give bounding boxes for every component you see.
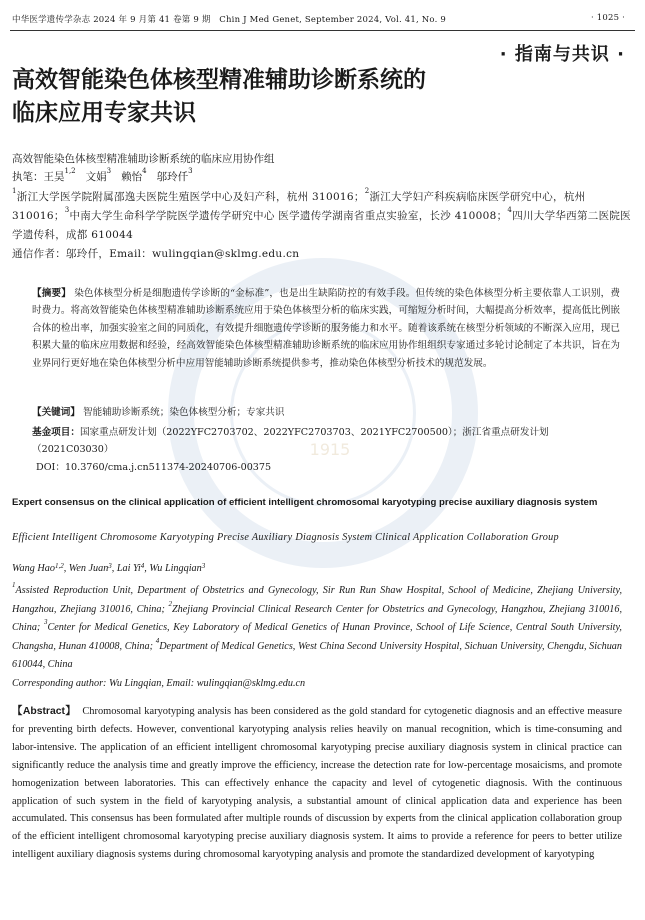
collaboration-group-cn: 高效智能染色体核型精准辅助诊断系统的临床应用协作组 [12,153,275,165]
abstract-label-en: 【Abstract】 [12,706,77,717]
author-name: Wang Hao [12,563,55,574]
english-title: Expert consensus on the clinical application of efficient intelligent chromosomal karyotyping precise auxiliary diagnosis system [12,497,598,508]
author-name: 文娟 [85,171,107,183]
affiliation-text: 四川大学华西第二医院医学遗传科，成都 610044 [12,210,631,241]
keywords-text: 智能辅助诊断系统；染色体核型分析；专家共识 [83,407,285,418]
affil-mark: 4 [507,206,513,214]
column-label: · 指南与共识 · [499,44,625,65]
affil-mark: 2 [168,599,172,608]
collaboration-group-en: Efficient Intelligent Chromosome Karyotyping Precise Auxiliary Diagnosis System Clinical Application Collaboration Group [12,532,559,543]
affiliation-text: Zhejiang Provincial Clinical Research Center for Obstetrics and Gynecology, Hangzhou, Zhejiang 310016, China; [12,603,622,633]
author-name: 邬玲仟 [156,171,189,183]
author-affil-mark: 3 [106,167,112,175]
affiliations-cn [12,188,632,264]
author-affil-mark: 4 [140,562,145,570]
abstract-label-cn: 【摘要】 [32,288,71,299]
abstract-text-cn: 染色体核型分析是细胞遗传学诊断的“金标准”，也是出生缺陷防控的有效手段。但传统的染色体核型分析主要依靠人工识别，费时费力。将高效智能染色体核型精准辅助诊断系统应用于染色体核型分析的临床实践，可缩短分析时间，大幅提高分析效率，提高低比例嵌合体的检出率，加强实验室之间的同质化，有效提升细胞遗传学诊断的服务能力和水平。随着该系统在核型分析领域的不断深入应用，现已积累大量的临床应用数据和经验，经高效智能染色体核型精准辅助诊断系统的临床应用协作组组织专家通过多轮讨论制定了本共识，旨在为业界同行更好地在染色体核型分析中应用智能辅助诊断系统提供参考，推动染色体核型分析技术的规范发展。 [32,288,620,369]
author-affil-mark: 1,2 [64,167,76,175]
running-header [10,11,635,31]
author-name: Lai Yi [116,563,141,574]
title-line-1: 高效智能染色体核型精准辅助诊断系统的 [12,67,426,93]
abstract-text-en: Chromosomal karyotyping analysis has been considered as the gold standard for cytogenetic diagnosis and an effective measure for preventing birth defects. However, conventional karyotyping analysis relies heavily on manual recognition, which is time-consuming and labor-intensive. The application of an efficient intelligent chromosomal karyotyping precise auxiliary diagnosis system in clinical practice can significantly reduce the analysis time and greatly improve the efficiency, increase the detection rate for low-percentage mosaicisms, and promote homogenization between laboratories. This can effectively enhance the capacity and level of cytogenetic diagnosis. With the continuous application of such system in the field of karyotyping analysis, a substantial amount of clinical application data and experience has been accumulated. This consensus has been formulated after multiple rounds of discussion by experts from the clinical application collaboration group of the efficient intelligent chromosomal karyotyping precise auxiliary diagnosis system. It aims to provide a reference for peers to better utilize intelligent auxiliary diagnosis systems during chromosomal karyotyping analysis and promote the standardized development of karyotyping [12,706,622,861]
funding-text: 国家重点研发计划（2022YFC2703702、2022YFC2703703、2021YFC2700500）；浙江省重点研发计划（2021C03030） [32,427,549,455]
abstract-en [12,703,622,864]
affiliation-text: Center for Medical Genetics, Key Laboratory of Medical Genetics of Hunan Province, School of Life Science, Central South University, Changsha, Hunan 410008, China; [12,622,622,652]
affiliations-en [12,582,622,693]
affiliation-text: 中南大学生命科学学院医学遗传学研究中心 医学遗传学湖南省重点实验室，长沙 410008； [69,210,508,222]
author-affil-mark: 1,2 [54,562,64,570]
author-name: 赖怡 [121,171,143,183]
article-title [12,64,482,130]
corresponding-author-cn: 通信作者：邬玲仟，Email：wulingqian@sklmg.edu.cn [12,248,300,260]
funding-cn [32,424,620,458]
corresponding-author-en: Corresponding author: Wu Lingqian, Email: wulingqian@sklmg.edu.cn [12,677,306,689]
affil-mark: 3 [43,618,48,626]
abstract-cn [32,285,620,372]
affil-mark: 2 [364,187,370,195]
author-affil-mark: 3 [201,562,206,570]
funding-label: 基金项目： [32,427,80,438]
title-line-2: 临床应用专家共识 [12,100,196,126]
page-number: · 1025 · [590,13,625,23]
journal-citation: 中华医学遗传学杂志 2024 年 9 月第 41 卷第 9 期 Chin J Med Genet, September 2024, Vol. 41, No. 9 [12,15,446,25]
authors-prefix: 执笔： [12,171,44,183]
author-name: 王昊 [43,171,65,183]
watermark-year: 1915 [309,440,351,459]
keywords-label: 【关键词】 [32,407,80,418]
authors-cn [12,168,632,187]
authors-en: Wang Hao$^{1,2}$, Wen Juan$^3$, Lai Yi$^4$, Wu Lingqian$^3$ [12,562,206,574]
author-affil-mark: 4 [142,167,147,175]
author-affil-mark: 3 [188,167,193,175]
affil-mark: 3 [64,206,70,214]
affil-mark: 1 [12,581,16,589]
keywords-cn [32,404,620,421]
author-name: Wen Juan [68,563,109,574]
affiliation-text: 浙江大学医学院附属邵逸夫医院生殖医学中心及妇产科，杭州 310016； [16,191,365,203]
affil-mark: 4 [155,636,160,645]
affiliation-text: 浙江大学妇产科疾病临床医学研究中心，杭州 310016； [12,191,586,222]
affil-mark: 1 [12,187,17,195]
affiliation-text: Department of Medical Genetics, West China Second University Hospital, Sichuan University, Chengdu, Sichuan 610044, China [12,640,622,670]
author-affil-mark: 3 [108,562,112,570]
affiliation-text: Assisted Reproduction Unit, Department of Obstetrics and Gynecology, Sir Run Run Shaw Hospital, School of Medicine, Zhejiang University, Hangzhou, Zhejiang 310016, China; [12,585,622,615]
author-name: Wu Lingqian [149,563,202,574]
doi[interactable]: DOI：10.3760/cma.j.cn511374-20240706-00375 [36,462,272,473]
